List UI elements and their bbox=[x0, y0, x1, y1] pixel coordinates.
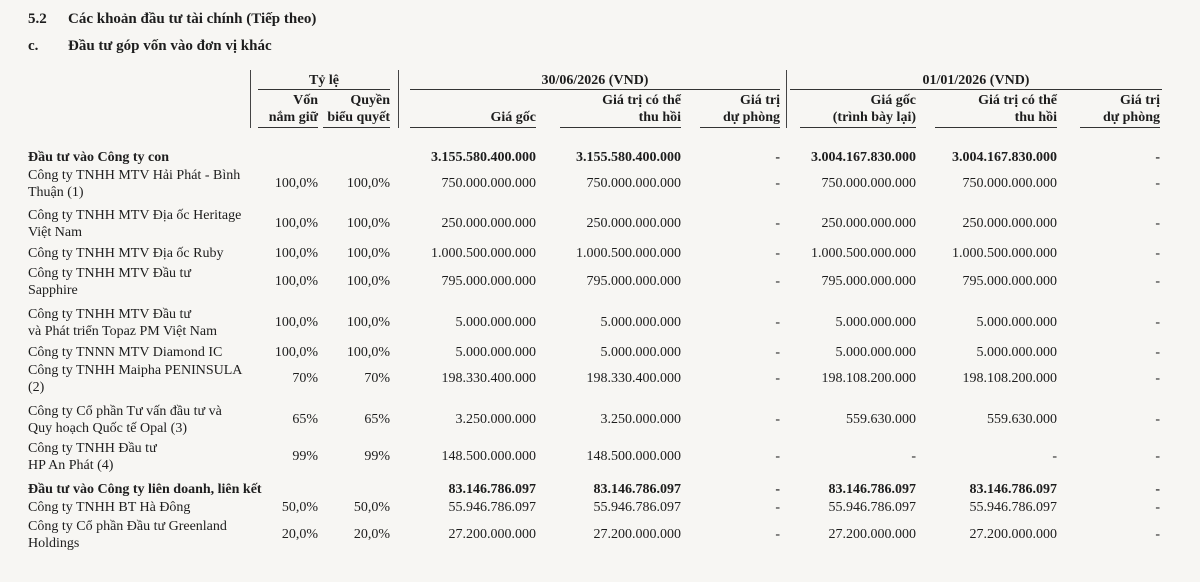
separator-left bbox=[250, 70, 251, 128]
company-name-line: Công ty TNHH Maipha PENINSULA bbox=[28, 363, 243, 378]
cell-p1-thu-hoi: 27.200.000.000 bbox=[593, 527, 681, 542]
cell-quyen: 100,0% bbox=[346, 216, 390, 231]
company-name bbox=[28, 306, 217, 340]
cell-p1-goc: 795.000.000.000 bbox=[441, 274, 536, 289]
col-p1-gtct-line1: Giá trị có thể bbox=[602, 93, 681, 108]
cell-p1-thu-hoi: 148.500.000.000 bbox=[586, 449, 681, 464]
cell-von: 99% bbox=[292, 449, 318, 464]
cell-p2-du-phong: - bbox=[1155, 150, 1160, 165]
cell-von: 65% bbox=[292, 412, 318, 427]
cell-quyen: 50,0% bbox=[353, 500, 390, 515]
company-name-line: Công ty TNNN MTV Diamond IC bbox=[28, 345, 223, 360]
cell-von: 70% bbox=[292, 371, 318, 386]
cell-p2-thu-hoi: 1.000.500.000.000 bbox=[952, 246, 1057, 261]
cell-p1-du-phong: - bbox=[775, 482, 780, 497]
company-name-line: Công ty TNHH Đầu tư bbox=[28, 441, 157, 456]
col-p2-gtct-line2: thu hồi bbox=[1014, 110, 1057, 125]
cell-p1-goc: 27.200.000.000 bbox=[448, 527, 536, 542]
subsection-title: Đầu tư góp vốn vào đơn vị khác bbox=[68, 38, 272, 54]
cell-p1-du-phong: - bbox=[775, 150, 780, 165]
cell-p1-thu-hoi: 3.250.000.000 bbox=[600, 412, 681, 427]
col-von-line2: nắm giữ bbox=[268, 110, 318, 125]
company-name bbox=[28, 344, 222, 361]
cell-p1-goc: 1.000.500.000.000 bbox=[431, 246, 536, 261]
col-p1-gtct-line2: thu hồi bbox=[638, 110, 681, 125]
cell-p2-thu-hoi: 795.000.000.000 bbox=[962, 274, 1057, 289]
company-name bbox=[28, 518, 227, 552]
company-name-line: Thuận (1) bbox=[28, 185, 84, 200]
cell-p1-thu-hoi: 795.000.000.000 bbox=[586, 274, 681, 289]
cell-p1-du-phong: - bbox=[775, 274, 780, 289]
cell-quyen: 70% bbox=[364, 371, 390, 386]
p1-goc-underline bbox=[410, 127, 536, 128]
cell-p2-du-phong: - bbox=[1155, 500, 1160, 515]
cell-quyen: 100,0% bbox=[346, 274, 390, 289]
col-p1-gia-tri-du-phong bbox=[700, 92, 780, 126]
cell-p2-goc: 250.000.000.000 bbox=[821, 216, 916, 231]
cell-p1-du-phong: - bbox=[775, 412, 780, 427]
cell-quyen: 100,0% bbox=[346, 315, 390, 330]
cell-p2-du-phong: - bbox=[1155, 315, 1160, 330]
col-p2-goc-line1: Giá gốc bbox=[870, 93, 916, 108]
cell-p2-du-phong: - bbox=[1155, 482, 1160, 497]
col-p1-gia-tri-co-the-thu-hoi bbox=[560, 92, 681, 126]
cell-p1-thu-hoi: 250.000.000.000 bbox=[586, 216, 681, 231]
cell-p2-du-phong: - bbox=[1155, 216, 1160, 231]
company-name-line: Holdings bbox=[28, 536, 80, 551]
cell-p2-goc: 55.946.786.097 bbox=[828, 500, 916, 515]
cell-p1-goc: 55.946.786.097 bbox=[448, 500, 536, 515]
company-name-line: Việt Nam bbox=[28, 225, 82, 240]
cell-p2-goc: 5.000.000.000 bbox=[835, 345, 916, 360]
cell-p2-du-phong: - bbox=[1155, 176, 1160, 191]
col-quyen-bieu-quyet bbox=[318, 92, 390, 126]
company-name bbox=[28, 207, 241, 241]
col-p2-gia-tri-co-the-thu-hoi bbox=[935, 92, 1057, 126]
company-name-line: (2) bbox=[28, 380, 45, 395]
cell-p1-thu-hoi: 3.155.580.400.000 bbox=[576, 150, 681, 165]
col-quyen-line1: Quyền bbox=[350, 93, 390, 108]
col-p2-gtdp-line1: Giá trị bbox=[1119, 93, 1160, 108]
p1-thu-hoi-underline bbox=[560, 127, 681, 128]
company-name bbox=[28, 265, 191, 299]
cell-quyen: 20,0% bbox=[353, 527, 390, 542]
cell-p2-goc: 750.000.000.000 bbox=[821, 176, 916, 191]
company-name-line: và Phát triển Topaz PM Việt Nam bbox=[28, 324, 217, 339]
company-name bbox=[28, 245, 223, 262]
company-name-line: HP An Phát (4) bbox=[28, 458, 114, 473]
cell-p1-thu-hoi: 83.146.786.097 bbox=[593, 482, 681, 497]
cell-von: 100,0% bbox=[274, 315, 318, 330]
col-p1-gtdp-line2: dự phòng bbox=[722, 110, 780, 125]
cell-p1-goc: 5.000.000.000 bbox=[455, 315, 536, 330]
cell-p2-thu-hoi: 27.200.000.000 bbox=[969, 527, 1057, 542]
company-name-line: Công ty TNHH MTV Địa ốc Ruby bbox=[28, 246, 224, 261]
cell-quyen: 65% bbox=[364, 412, 390, 427]
cell-p1-goc: 250.000.000.000 bbox=[441, 216, 536, 231]
cell-p1-du-phong: - bbox=[775, 345, 780, 360]
header-period-1: 30/06/2026 (VND) bbox=[541, 73, 649, 88]
cell-p2-thu-hoi: 198.108.200.000 bbox=[962, 371, 1057, 386]
p2-du-phong-underline bbox=[1080, 127, 1160, 128]
cell-p2-thu-hoi: 5.000.000.000 bbox=[976, 315, 1057, 330]
cell-p2-du-phong: - bbox=[1155, 412, 1160, 427]
cell-p1-du-phong: - bbox=[775, 246, 780, 261]
cell-p2-thu-hoi: - bbox=[1052, 449, 1057, 464]
cell-p2-du-phong: - bbox=[1155, 527, 1160, 542]
cell-p1-du-phong: - bbox=[775, 216, 780, 231]
cell-p2-thu-hoi: 750.000.000.000 bbox=[962, 176, 1057, 191]
subsection-letter: c. bbox=[28, 38, 39, 54]
cell-quyen: 99% bbox=[364, 449, 390, 464]
company-name-line: Công ty TNHH BT Hà Đông bbox=[28, 500, 191, 515]
col-p2-gtdp-line2: dự phòng bbox=[1102, 110, 1160, 125]
company-name-line: Công ty TNHH MTV Hải Phát - Bình bbox=[28, 168, 241, 183]
cell-p2-goc: 5.000.000.000 bbox=[835, 315, 916, 330]
cell-quyen: 100,0% bbox=[346, 246, 390, 261]
cell-p1-thu-hoi: 198.330.400.000 bbox=[586, 371, 681, 386]
cell-von: 100,0% bbox=[274, 216, 318, 231]
period2-underline bbox=[790, 89, 1162, 90]
col-von-line1: Vốn bbox=[293, 93, 318, 108]
company-name bbox=[28, 362, 242, 396]
cell-p1-thu-hoi: 5.000.000.000 bbox=[600, 315, 681, 330]
cell-von: 20,0% bbox=[281, 527, 318, 542]
ty-le-underline bbox=[258, 89, 390, 90]
col-p1-gtdp-line1: Giá trị bbox=[739, 93, 780, 108]
cell-p1-thu-hoi: 1.000.500.000.000 bbox=[576, 246, 681, 261]
company-name-line: Công ty Cổ phần Đầu tư Greenland bbox=[28, 519, 227, 534]
col-p2-gtct-line1: Giá trị có thể bbox=[978, 93, 1057, 108]
cell-p2-du-phong: - bbox=[1155, 246, 1160, 261]
header-period-2: 01/01/2026 (VND) bbox=[922, 73, 1030, 88]
cell-p1-du-phong: - bbox=[775, 315, 780, 330]
company-name-line: Công ty Cổ phần Tư vấn đầu tư và bbox=[28, 404, 222, 419]
company-name-line: Công ty TNHH MTV Đầu tư bbox=[28, 266, 192, 281]
company-name-line: Công ty TNHH MTV Đầu tư bbox=[28, 307, 192, 322]
cell-p2-du-phong: - bbox=[1155, 274, 1160, 289]
cell-p2-goc: 83.146.786.097 bbox=[828, 482, 916, 497]
cell-p1-du-phong: - bbox=[775, 527, 780, 542]
cell-p2-goc: 198.108.200.000 bbox=[821, 371, 916, 386]
company-name-line: Sapphire bbox=[28, 283, 78, 298]
cell-p1-du-phong: - bbox=[775, 449, 780, 464]
company-name bbox=[28, 149, 169, 166]
company-name-line: Đầu tư vào Công ty liên doanh, liên kết bbox=[28, 482, 262, 497]
cell-p2-goc: 27.200.000.000 bbox=[828, 527, 916, 542]
cell-quyen: 100,0% bbox=[346, 176, 390, 191]
cell-p1-goc: 750.000.000.000 bbox=[441, 176, 536, 191]
cell-p2-thu-hoi: 5.000.000.000 bbox=[976, 345, 1057, 360]
cell-von: 100,0% bbox=[274, 345, 318, 360]
cell-von: 100,0% bbox=[274, 246, 318, 261]
company-name-line: Công ty TNHH MTV Địa ốc Heritage bbox=[28, 208, 242, 223]
col-von-nam-giu bbox=[258, 92, 318, 126]
col-p2-gia-goc bbox=[800, 92, 916, 126]
company-name bbox=[28, 440, 157, 474]
cell-p1-goc: 3.155.580.400.000 bbox=[431, 150, 536, 165]
company-name bbox=[28, 167, 240, 201]
period1-underline bbox=[410, 89, 780, 90]
company-name bbox=[28, 403, 222, 437]
cell-p2-du-phong: - bbox=[1155, 449, 1160, 464]
cell-p1-goc: 5.000.000.000 bbox=[455, 345, 536, 360]
cell-p1-goc: 3.250.000.000 bbox=[455, 412, 536, 427]
company-name bbox=[28, 481, 262, 498]
cell-p1-du-phong: - bbox=[775, 176, 780, 191]
cell-p1-thu-hoi: 750.000.000.000 bbox=[586, 176, 681, 191]
p2-goc-underline bbox=[800, 127, 916, 128]
cell-p2-thu-hoi: 250.000.000.000 bbox=[962, 216, 1057, 231]
company-name bbox=[28, 499, 190, 516]
cell-p2-goc: 1.000.500.000.000 bbox=[811, 246, 916, 261]
col-quyen-line2: biểu quyết bbox=[327, 110, 390, 125]
cell-p1-thu-hoi: 55.946.786.097 bbox=[593, 500, 681, 515]
cell-p1-goc: 83.146.786.097 bbox=[448, 482, 536, 497]
cell-p2-thu-hoi: 55.946.786.097 bbox=[969, 500, 1057, 515]
p1-du-phong-underline bbox=[700, 127, 780, 128]
cell-p2-thu-hoi: 3.004.167.830.000 bbox=[952, 150, 1057, 165]
cell-p2-du-phong: - bbox=[1155, 371, 1160, 386]
company-name-line: Quy hoạch Quốc tế Opal (3) bbox=[28, 421, 188, 436]
company-name-line: Đầu tư vào Công ty con bbox=[28, 150, 170, 165]
quyen-underline bbox=[323, 127, 390, 128]
header-ty-le: Tỷ lệ bbox=[309, 73, 339, 88]
cell-p2-goc: - bbox=[911, 449, 916, 464]
cell-von: 100,0% bbox=[274, 176, 318, 191]
cell-p2-goc: 795.000.000.000 bbox=[821, 274, 916, 289]
cell-p1-thu-hoi: 5.000.000.000 bbox=[600, 345, 681, 360]
col-p1-gia-goc: Giá gốc bbox=[490, 110, 536, 125]
separator-mid bbox=[398, 70, 399, 128]
cell-p2-thu-hoi: 559.630.000 bbox=[987, 412, 1057, 427]
col-p2-goc-line2: (trình bày lại) bbox=[832, 110, 916, 125]
cell-p2-thu-hoi: 83.146.786.097 bbox=[969, 482, 1057, 497]
section-title: Các khoản đầu tư tài chính (Tiếp theo) bbox=[68, 11, 317, 27]
cell-p2-goc: 3.004.167.830.000 bbox=[811, 150, 916, 165]
cell-p1-goc: 148.500.000.000 bbox=[441, 449, 536, 464]
cell-p1-goc: 198.330.400.000 bbox=[441, 371, 536, 386]
cell-von: 100,0% bbox=[274, 274, 318, 289]
cell-p1-du-phong: - bbox=[775, 371, 780, 386]
cell-p1-du-phong: - bbox=[775, 500, 780, 515]
cell-p2-goc: 559.630.000 bbox=[846, 412, 916, 427]
section-number: 5.2 bbox=[28, 11, 47, 27]
von-underline bbox=[258, 127, 318, 128]
cell-von: 50,0% bbox=[281, 500, 318, 515]
cell-p2-du-phong: - bbox=[1155, 345, 1160, 360]
cell-quyen: 100,0% bbox=[346, 345, 390, 360]
col-p2-gia-tri-du-phong bbox=[1080, 92, 1160, 126]
p2-thu-hoi-underline bbox=[935, 127, 1057, 128]
separator-right bbox=[786, 70, 787, 128]
